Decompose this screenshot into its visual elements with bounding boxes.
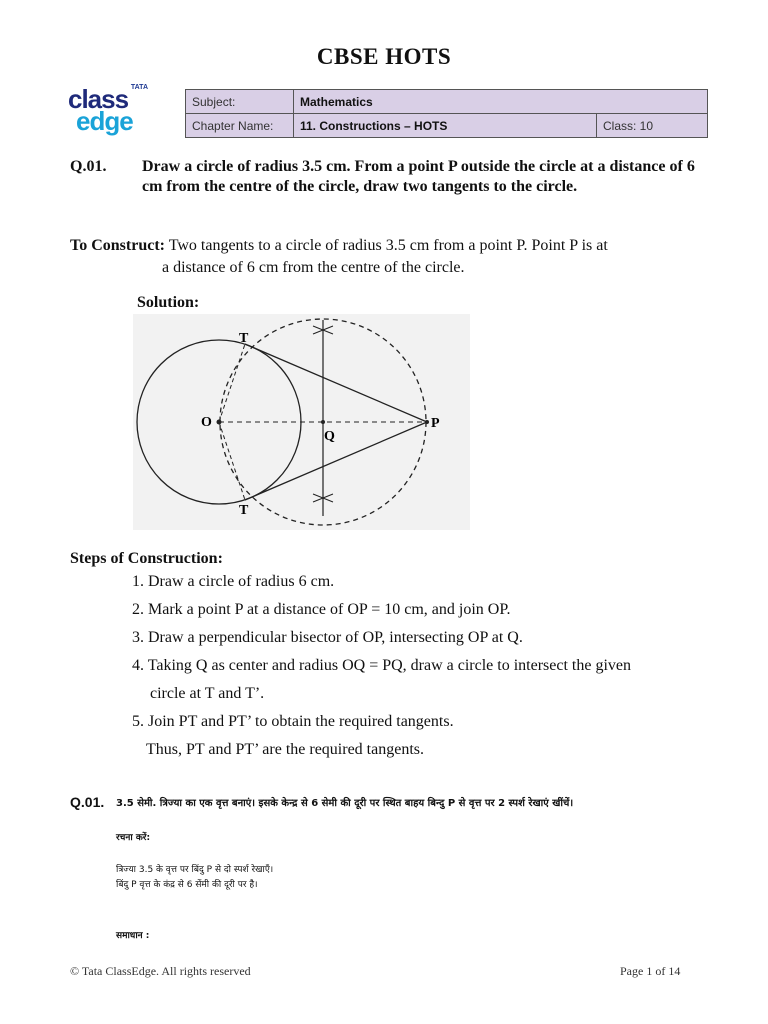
label-p: P — [431, 416, 440, 431]
chapter-label: Chapter Name: — [186, 114, 294, 138]
point-p — [425, 420, 429, 424]
question-number: Q.01. — [70, 158, 107, 175]
construction-diagram — [133, 314, 470, 530]
subject-value: Mathematics — [294, 90, 708, 114]
chapter-value: 11. Constructions – HOTS — [294, 114, 597, 138]
radius-ot — [219, 344, 245, 422]
classedge-logo — [68, 84, 158, 138]
info-table — [185, 89, 708, 138]
solution-label: Solution: — [137, 294, 200, 311]
label-o: O — [201, 415, 212, 430]
hindi-construct-line1: त्रिज्या 3.5 के वृत्त पर बिंदु P से दो स्पर्श रेखाएँ। — [116, 865, 274, 875]
hindi-question-text: 3.5 सेमी. त्रिज्या का एक वृत्त बनाएं। इसके केन्द्र से 6 सेमी की दूरी पर स्थित बाहय बिन्दु P से वृत्त पर 2 स्पर्श रेखाएं खींचें। — [116, 798, 574, 809]
step-item: 5. Join PT and PT’ to obtain the required tangents. — [132, 713, 454, 730]
label-t-bottom: T — [239, 503, 249, 518]
to-construct — [70, 235, 710, 279]
hindi-rachna-label: रचना करें: — [116, 833, 151, 843]
steps-list — [132, 568, 722, 764]
to-construct-line2: a distance of 6 cm from the centre of the circle. — [162, 259, 465, 276]
hindi-samadhan-label: समाधान : — [116, 931, 150, 941]
step-item-continuation: circle at T and T’. — [150, 685, 265, 702]
logo-tata-text: TATA — [130, 84, 148, 91]
to-construct-label: To Construct: — [70, 237, 165, 254]
radius-ot-prime — [219, 422, 245, 500]
construction-svg — [133, 314, 470, 530]
footer-page-number: Page 1 of 14 — [620, 964, 681, 978]
step-item: 2. Mark a point P at a distance of OP = 10 cm, and join OP. — [132, 601, 511, 618]
point-o — [217, 420, 222, 425]
steps-conclusion: Thus, PT and PT’ are the required tangents. — [146, 741, 424, 758]
logo-edge-text: edge — [76, 106, 133, 136]
tangent-pt-prime — [245, 422, 427, 500]
subject-label: Subject: — [186, 90, 294, 114]
to-construct-line1: Two tangents to a circle of radius 3.5 cm from a point P. Point P is at — [168, 237, 608, 254]
step-item: 4. Taking Q as center and radius OQ = PQ, draw a circle to intersect the given — [132, 657, 632, 674]
question-text: Draw a circle of radius 3.5 cm. From a point P outside the circle at a distance of 6 cm from the centre of the circle, draw two tangents to the circle. — [142, 158, 695, 195]
class-value: Class: 10 — [597, 114, 708, 138]
tangent-pt — [245, 344, 427, 422]
step-item: 3. Draw a perpendicular bisector of OP, intersecting OP at Q. — [132, 629, 523, 646]
point-q — [321, 420, 325, 424]
hindi-construct-line2: बिंदु P वृत्त के कंद्र से 6 सेंमी की दूरी पर है। — [116, 880, 258, 890]
label-q: Q — [324, 429, 335, 444]
page-title: CBSE HOTS — [316, 44, 452, 69]
label-t-top: T — [239, 331, 249, 346]
footer-copyright: © Tata ClassEdge. All rights reserved — [70, 964, 251, 978]
logo-class-text: class — [68, 84, 129, 114]
steps-title: Steps of Construction: — [70, 550, 223, 567]
step-item: 1. Draw a circle of radius 6 cm. — [132, 573, 335, 590]
hindi-question-number: Q.01. — [70, 794, 105, 810]
